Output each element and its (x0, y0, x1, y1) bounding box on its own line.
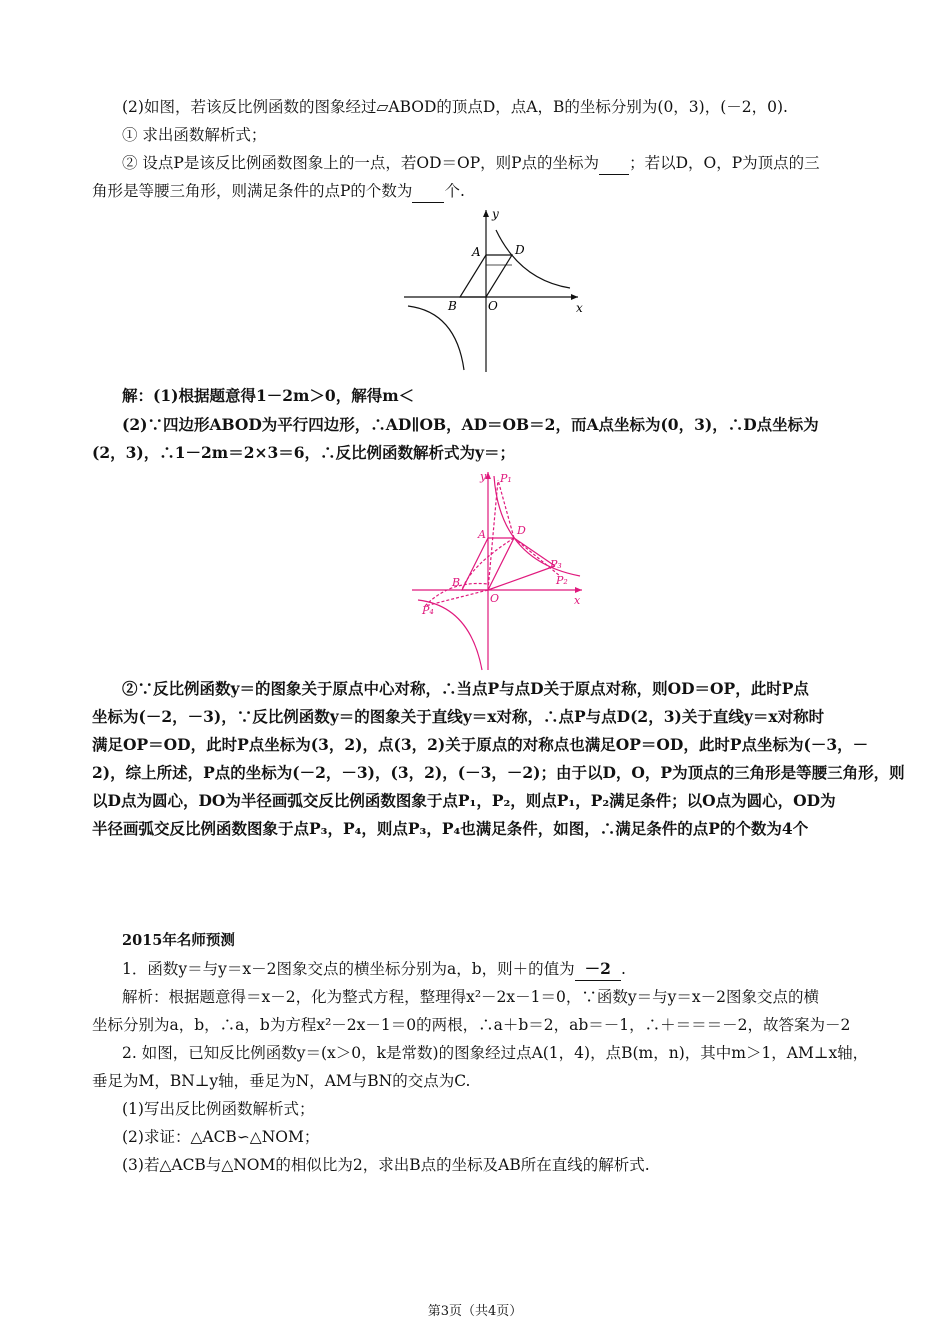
label-A: A (472, 245, 481, 259)
hyperbola-branch-left (408, 306, 464, 370)
y-axis-arrow (483, 210, 489, 217)
predict-a1-line2: 坐标分别为a，b，∴a，b为方程x²－2x－1＝0的两根，∴a＋b＝2，ab＝－1，∴＋＝＝＝－2，故答案为－2 (92, 1016, 851, 1034)
label-x: x (576, 301, 583, 315)
para-line5: 以D点为圆心，DO为半径画弧交反比例函数图象于点P₁，P₂，则点P₁，P₂满足条件；以O点为圆心，OD为 (92, 791, 836, 810)
solution-line2: (2)∵四边形ABOD为平行四边形，∴AD∥OB，AD＝OB＝2，而A点坐标为(0，3)，∴D点坐标为 (122, 415, 819, 434)
x-axis-arrow (571, 294, 578, 300)
label-x: x (574, 594, 581, 607)
x-axis-arrow (575, 587, 582, 593)
q2-sub2-text-a: ② 设点P是该反比例函数图象上的一点，若OD＝OP，则P点的坐标为 (122, 154, 600, 172)
predict-q1-text: 1．函数y＝与y＝x－2图象交点的横坐标分别为a，b，则＋的值为 (122, 960, 575, 978)
label-P3: P₃ (550, 558, 562, 571)
predict-q2-part1: (1)写出反比例函数解析式； (122, 1100, 315, 1118)
predict-q2-part2: (2)求证：△ACB∽△NOM； (122, 1128, 320, 1146)
para-line1: ②∵反比例函数y＝的图象关于原点中心对称，∴当点P与点D关于原点对称，则OD＝OP，此时P点 (122, 679, 809, 698)
segment-DP3 (514, 538, 555, 566)
label-A: A (478, 528, 486, 541)
section-title: 2015年名师预测 (122, 932, 235, 949)
predict-q2-line1: 2. 如图，已知反比例函数y＝(x＞0，k是常数)的图象经过点A(1，4)，点B(m，n)，其中m＞1，AM⊥x轴， (122, 1044, 869, 1062)
hyperbola-branch-right (494, 476, 580, 576)
para-line4: 2)，综上所述，P点的坐标为(－2，－3)，(3，2)，(－3，－2)；由于以D，O，P为顶点的三角形是等腰三角形，则 (92, 763, 905, 782)
label-B: B (448, 299, 457, 313)
q2-sub2-text-d: 个. (444, 182, 465, 200)
q2-sub1: ① 求出函数解析式； (122, 126, 267, 144)
label-P2: P₂ (556, 574, 568, 587)
para-line2: 坐标为(－2，－3)，∵反比例函数y＝的图象关于直线y＝x对称，∴点P与点D(2，3)关于直线y＝x对称时 (92, 707, 825, 726)
label-y: y (480, 470, 487, 483)
predict-q1-answer: －2 (575, 958, 621, 981)
predict-q2-line2: 垂足为M，BN⊥y轴，垂足为N，AM与BN的交点为C. (92, 1072, 471, 1090)
label-y: y (492, 207, 499, 221)
q2-sub2-text-b: ；若以D，O，P为顶点的三 (629, 154, 820, 172)
label-D: D (515, 243, 525, 257)
label-P1: P₁ (500, 472, 512, 485)
label-B: B (452, 576, 461, 589)
label-O: O (488, 299, 498, 313)
hyperbola-branch-right (496, 230, 570, 288)
q2-stem: (2)如图，若该反比例函数的图象经过▱ABOD的顶点D，点A，B的坐标分别为(0，3)，(－2，0). (122, 98, 788, 116)
label-D: D (517, 524, 526, 537)
q2-sub2-text-c: 角形是等腰三角形，则满足条件的点P的个数为 (92, 182, 413, 200)
answer-blank (599, 152, 629, 175)
predict-q1 (122, 958, 902, 981)
page-footer: 第3页（共4页） (427, 1304, 523, 1319)
figure-parallelogram (400, 200, 590, 380)
figure-solution (410, 466, 590, 674)
label-P4: P₄ (422, 604, 434, 617)
predict-a1-line1: 解析：根据题意得＝x－2，化为整式方程，整理得x²－2x－1＝0，∵函数y＝与y＝x－2图象交点的横 (122, 988, 820, 1006)
predict-q1-end: . (620, 960, 626, 978)
q2-sub2-line1 (122, 152, 902, 175)
label-O: O (490, 592, 500, 605)
solution-line3: (2，3)，∴1－2m＝2×3＝6，∴反比例函数解析式为y＝； (92, 443, 516, 462)
para-line3: 满足OP＝OD，此时P点坐标为(3，2)，点(3，2)关于原点的对称点也满足OP＝OD，此时P点坐标为(－3，－ (92, 735, 869, 754)
predict-q2-part3: (3)若△ACB与△NOM的相似比为2，求出B点的坐标及AB所在直线的解析式. (122, 1156, 650, 1174)
para-line6: 半径画弧交反比例函数图象于点P₃，P₄，则点P₃，P₄也满足条件，如图，∴满足条件的点P的个数为4个 (92, 819, 809, 838)
solution-line1: 解：(1)根据题意得1－2m＞0，解得m＜ (122, 386, 415, 405)
